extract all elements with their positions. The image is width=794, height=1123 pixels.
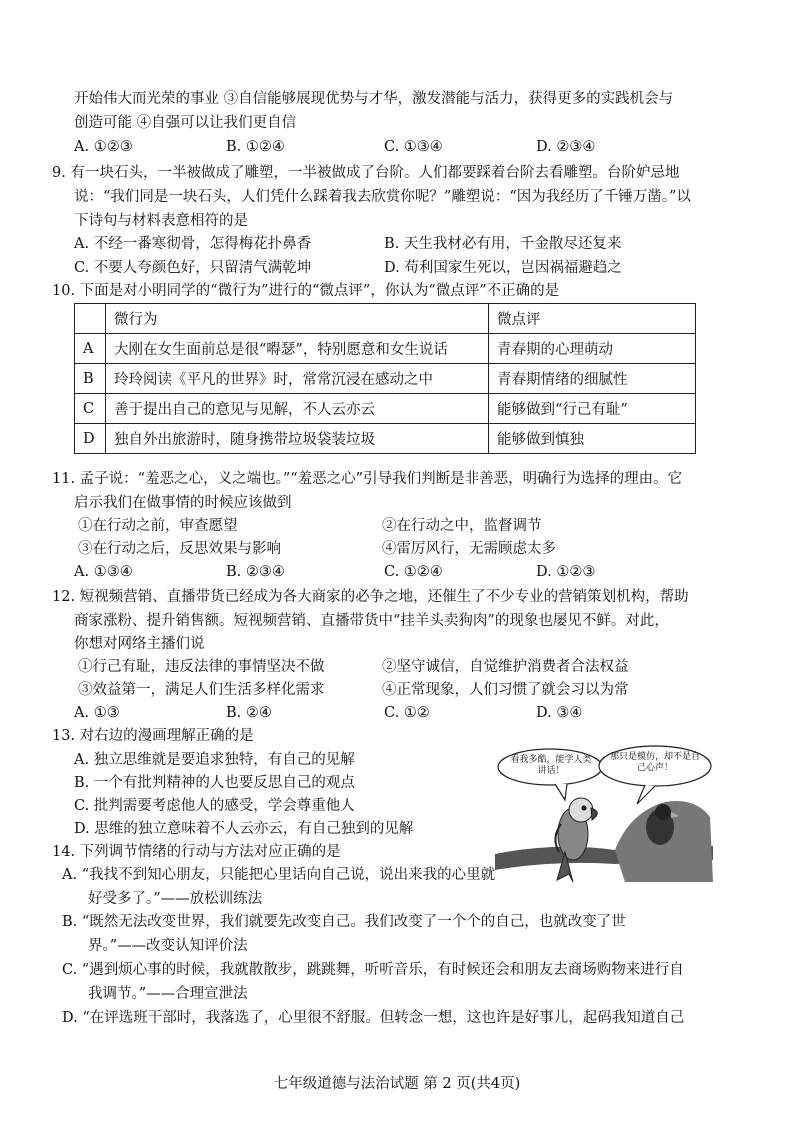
q14-option-c-line1: C. “遇到烦心事的时候，我就散散步，跳跳舞，听听音乐，有时候还会和朋友去商场购物来进行自	[62, 962, 684, 978]
q11-option-d: D. ①②③	[536, 564, 596, 580]
q12-option-c: C. ①②	[384, 705, 430, 721]
q8-line2: 创造可能 ④自强可以让我们更自信	[74, 115, 297, 131]
q8-option-a: A. ①②③	[74, 139, 133, 155]
q8-option-d: D. ②③④	[536, 139, 596, 155]
q14-option-a-line2: 好受多了。”——放松训练法	[88, 891, 263, 907]
q9-option-a: A. 不经一番寒彻骨，怎得梅花扑鼻香	[74, 236, 312, 252]
table-cell: 青春期的心理萌动	[489, 334, 696, 364]
q14-option-a-line1: A. “我找不到知心朋友，只能把心里话向自己说，说出来我的心里就	[62, 867, 496, 883]
q12-item-4: ④正常现象，人们习惯了就会习以为常	[382, 682, 629, 698]
q13-option-a: A. 独立思维就是要追求独特，有自己的见解	[74, 752, 355, 768]
q12-stem-line1: 12. 短视频营销、直播带货已经成为各大商家的必争之地，还催生了不少专业的营销策划机构，帮助	[52, 589, 689, 605]
table-cell: 大刚在女生面前总是很“嘚瑟”，特别愿意和女生说话	[106, 334, 489, 364]
q12-option-b: B. ②④	[226, 705, 272, 721]
q9-stem-line1: 9. 有一块石头，一半被做成了雕塑，一半被做成了台阶。人们都要踩着台阶去看雕塑。台阶妒忌地	[52, 165, 680, 181]
q12-option-a: A. ①③	[74, 705, 120, 721]
table-row	[75, 424, 696, 454]
q12-stem-line2: 商家涨粉、提升销售额。短视频营销、直播带货中“挂羊头卖狗肉”的现象也屡见不鲜。对此，	[74, 613, 669, 629]
q12-item-3: ③效益第一，满足人们生活多样化需求	[78, 682, 325, 698]
q8-line1: 开始伟大而光荣的事业 ③自信能够展现优势与才华，激发潜能与活力，获得更多的实践机会与	[74, 91, 674, 107]
table-cell: B	[75, 364, 106, 394]
q9-stem-line2: 说：“我们同是一块石头，人们凭什么踩着我去欣赏你呢？”雕塑说：“因为我经历了千锤万凿。”以	[74, 189, 691, 205]
q12-item-1: ①行己有耻，违反法律的事情坚决不做	[78, 659, 325, 675]
table-cell: 能够做到慎独	[489, 424, 696, 454]
table-cell: 青春期情绪的细腻性	[489, 364, 696, 394]
table-header-cell: 微点评	[489, 304, 696, 334]
q11-item-1: ①在行动之前，审查愿望	[78, 518, 238, 534]
q12-stem-line3: 你想对网络主播们说	[74, 636, 205, 652]
q8-option-b: B. ①②④	[226, 139, 285, 155]
q11-stem-line1: 11. 孟子说：“羞恶之心，义之端也。”“羞恶之心”引导我们判断是非善恶，明确行为选择的理由。它	[52, 471, 683, 487]
q14-option-d-line1: D. “在评选班干部时，我落选了，心里很不舒服。但转念一想，这也许是好事儿，起码我知道自己	[62, 1010, 685, 1026]
q14-option-b-line1: B. “既然无法改变世界，我们就要先改变自己。我们改变了一个个的自己，也就改变了世	[62, 914, 626, 930]
table-cell: 玲玲阅读《平凡的世界》时，常常沉浸在感动之中	[106, 364, 489, 394]
q10-table	[74, 303, 696, 454]
q11-option-c: C. ①②④	[384, 564, 443, 580]
q14-stem: 14. 下列调节情绪的行动与方法对应正确的是	[52, 844, 341, 860]
table-cell: C	[75, 394, 106, 424]
q11-option-a: A. ①③④	[74, 564, 133, 580]
q14-option-b-line2: 界。”——改变认知评价法	[88, 938, 248, 954]
table-header-row	[75, 304, 696, 334]
table-row	[75, 364, 696, 394]
parrot-cartoon	[495, 742, 715, 887]
table-cell: 能够做到“行己有耻”	[489, 394, 696, 424]
q11-item-4: ④雷厉风行，无需顾虑太多	[382, 541, 556, 557]
q10-stem: 10. 下面是对小明同学的“微行为”进行的“微点评”，你认为“微点评”不正确的是	[52, 283, 560, 299]
table-header-cell	[75, 304, 106, 334]
q11-stem-line2: 启示我们在做事情的时候应该做到	[74, 495, 292, 511]
q9-option-b: B. 天生我材必有用，千金散尽还复来	[384, 236, 622, 252]
page-footer: 七年级道德与法治试题 第 2 页(共4页)	[273, 1076, 521, 1092]
table-cell: D	[75, 424, 106, 454]
q9-stem-line3: 下诗句与材料表意相符的是	[74, 213, 248, 229]
q11-option-b: B. ②③④	[226, 564, 285, 580]
cartoon-bubble-right: 那只是模仿，却不是自己心声！	[609, 752, 700, 773]
table-cell: A	[75, 334, 106, 364]
q13-option-b: B. 一个有批判精神的人也要反思自己的观点	[74, 775, 355, 791]
q13-option-d: D. 思维的独立意味着不人云亦云，有自己独到的见解	[74, 821, 414, 837]
q12-option-d: D. ③④	[536, 705, 583, 721]
q13-option-c: C. 批判需要考虑他人的感受，学会尊重他人	[74, 798, 355, 814]
q9-option-d: D. 苟利国家生死以，岂因祸福避趋之	[384, 260, 622, 276]
q13-stem: 13. 对右边的漫画理解正确的是	[52, 728, 254, 744]
table-row	[75, 394, 696, 424]
q9-option-c: C. 不要人夸颜色好，只留清气满乾坤	[74, 260, 312, 276]
table-cell: 善于提出自己的意见与见解，不人云亦云	[106, 394, 489, 424]
q11-item-3: ③在行动之后，反思效果与影响	[78, 541, 281, 557]
table-cell: 独自外出旅游时，随身携带垃圾袋装垃圾	[106, 424, 489, 454]
table-header-cell: 微行为	[106, 304, 489, 334]
q12-item-2: ②坚守诚信，自觉维护消费者合法权益	[382, 659, 629, 675]
cartoon-bubble-left: 看我多酷，能学人类讲话！	[510, 755, 592, 776]
q11-item-2: ②在行动之中，监督调节	[382, 518, 542, 534]
table-row	[75, 334, 696, 364]
q14-option-c-line2: 我调节。”——合理宣泄法	[88, 986, 248, 1002]
q8-option-c: C. ①③④	[384, 139, 443, 155]
